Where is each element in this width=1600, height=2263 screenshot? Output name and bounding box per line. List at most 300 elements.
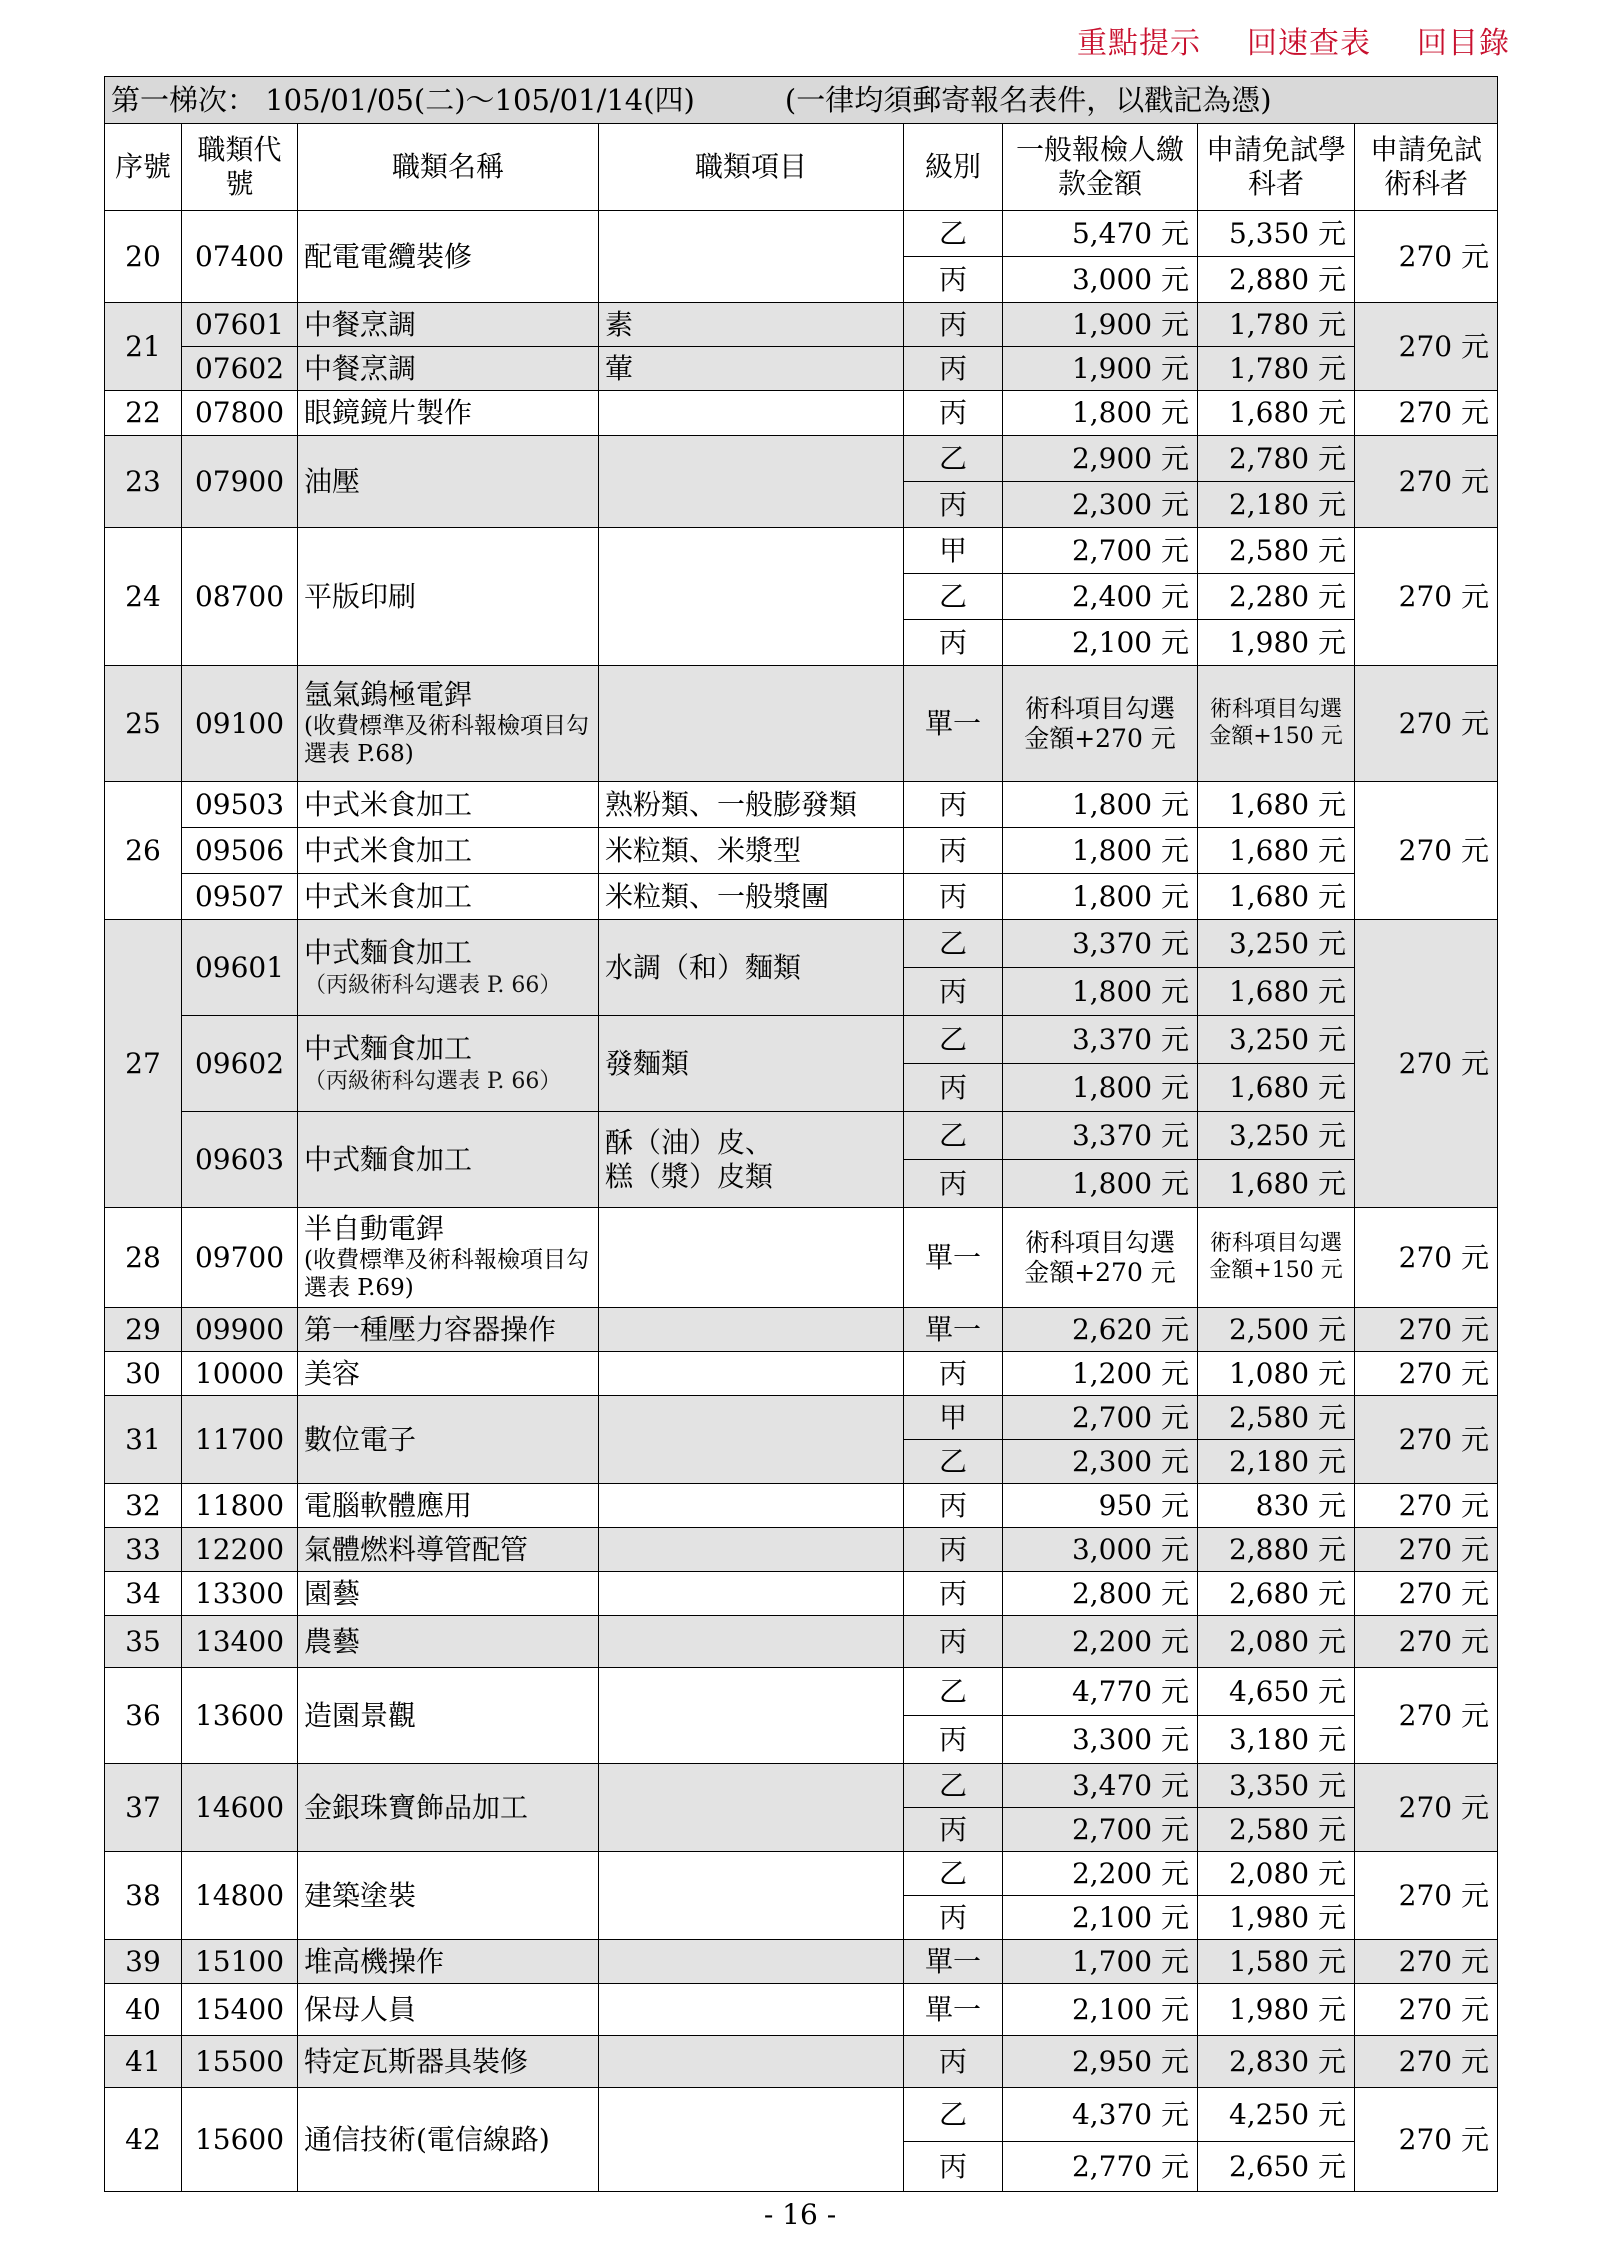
row-level: 丙 [904,1160,1003,1208]
row-fee-no-written: 3,250 元 [1198,1016,1355,1064]
row-name: 中式麵食加工 [298,1112,599,1208]
row-code: 09506 [182,828,298,874]
row-name-text: 半自動電銲 [304,1211,445,1245]
row-level: 乙 [904,920,1003,968]
table-row [105,1528,1498,1572]
row-fee-no-practical: 270 元 [1355,436,1498,528]
row-fee-no-written: 1,980 元 [1198,1984,1355,2036]
row-name: 中餐烹調 [298,347,599,391]
row-code: 07800 [182,391,298,436]
row-item: 米粒類、米漿型 [599,828,904,874]
row-fee-general: 3,370 元 [1003,920,1198,968]
row-fee-no-practical: 270 元 [1355,391,1498,436]
header-name: 職類名稱 [298,124,599,211]
mail-notice: (一律均須郵寄報名表件，以戳記為憑) [784,82,1272,117]
row-code: 11800 [182,1484,298,1528]
row-fee-general: 2,300 元 [1003,482,1198,528]
row-item [599,1572,904,1616]
row-fee-general: 2,900 元 [1003,436,1198,482]
row-name-note: (收費標準及術科報檢項目勾選表 P.68) [304,712,589,768]
row-fee-no-written: 1,680 元 [1198,828,1355,874]
header-fee-general: 一般報檢人繳款金額 [1003,124,1198,211]
row-fee-no-practical: 270 元 [1355,1616,1498,1668]
row-item [599,391,904,436]
row-fee-no-written: 1,080 元 [1198,1352,1355,1396]
row-name: 中式米食加工 [298,782,599,828]
row-level: 乙 [904,1852,1003,1896]
table-row [105,1984,1498,2036]
row-no: 23 [105,436,182,528]
row-name: 中式米食加工 [298,828,599,874]
fee-table [104,76,1498,2192]
row-fee-no-written: 1,680 元 [1198,782,1355,828]
row-name: 中式米食加工 [298,874,599,920]
row-no: 42 [105,2088,182,2192]
row-name: 特定瓦斯器具裝修 [298,2036,599,2088]
row-fee-general: 1,200 元 [1003,1352,1198,1396]
table-row [105,436,1498,482]
table-row [105,1308,1498,1352]
row-level: 乙 [904,211,1003,257]
table-row [105,303,1498,347]
row-level: 單一 [904,666,1003,782]
row-item-line1: 酥（油）皮、 [605,1125,774,1159]
row-item: 葷 [599,347,904,391]
row-fee-general: 2,800 元 [1003,1572,1198,1616]
row-no: 20 [105,211,182,303]
row-fee-no-practical: 270 元 [1355,782,1498,920]
row-no: 32 [105,1484,182,1528]
row-name: 農藝 [298,1616,599,1668]
row-fee-no-practical: 270 元 [1355,211,1498,303]
row-level: 單一 [904,1308,1003,1352]
row-fee-general: 2,700 元 [1003,528,1198,574]
row-no: 28 [105,1208,182,1308]
row-fee-no-written: 2,280 元 [1198,574,1355,620]
row-code: 09602 [182,1016,298,1112]
row-name: 氣體燃料導管配管 [298,1528,599,1572]
session-banner [105,77,1498,124]
row-fee-no-practical: 270 元 [1355,1528,1498,1572]
row-name: 中餐烹調 [298,303,599,347]
row-name-note: （丙級術科勾選表 P. 66） [304,1069,562,1095]
table-row [105,782,1498,828]
row-no: 29 [105,1308,182,1352]
table-row [105,347,1498,391]
row-fee-general: 3,000 元 [1003,257,1198,303]
header-code: 職類代號 [182,124,298,211]
row-no: 27 [105,920,182,1208]
row-level: 乙 [904,2088,1003,2142]
row-fee-no-practical: 270 元 [1355,1984,1498,2036]
row-fee-no-written: 1,780 元 [1198,303,1355,347]
row-fee-no-written: 1,680 元 [1198,968,1355,1016]
row-no: 21 [105,303,182,391]
row-no: 38 [105,1852,182,1940]
row-item [599,528,904,666]
row-level: 乙 [904,1764,1003,1808]
session-dates: 第一梯次： 105/01/05(二)～105/01/14(四) [111,82,695,117]
table-row [105,1616,1498,1668]
row-name: 第一種壓力容器操作 [298,1308,599,1352]
row-fee-general: 5,470 元 [1003,211,1198,257]
row-fee-no-written [1198,1208,1355,1308]
row-code: 07602 [182,347,298,391]
row-fee-no-written: 4,250 元 [1198,2088,1355,2142]
header-item: 職類項目 [599,124,904,211]
row-level: 甲 [904,528,1003,574]
row-no: 22 [105,391,182,436]
row-fee-no-practical: 270 元 [1355,1764,1498,1852]
row-fee-general: 2,300 元 [1003,1440,1198,1484]
table-row [105,391,1498,436]
fee-note-line1: 術科項目勾選 [1209,697,1342,723]
row-fee-general: 2,200 元 [1003,1852,1198,1896]
row-no: 26 [105,782,182,920]
table-row [105,1572,1498,1616]
row-fee-general: 1,800 元 [1003,1160,1198,1208]
table-row [105,666,1498,782]
row-fee-general: 2,700 元 [1003,1396,1198,1440]
row-name-note: (收費標準及術科報檢項目勾選表 P.69) [304,1246,589,1302]
row-fee-no-practical: 270 元 [1355,1352,1498,1396]
row-no: 41 [105,2036,182,2088]
row-level: 丙 [904,391,1003,436]
row-level: 乙 [904,1668,1003,1716]
key-points-link[interactable]: 重點提示 [1077,26,1201,61]
row-fee-no-written: 2,080 元 [1198,1616,1355,1668]
row-no: 37 [105,1764,182,1852]
row-fee-no-written: 2,580 元 [1198,1396,1355,1440]
row-no: 30 [105,1352,182,1396]
row-fee-general: 2,100 元 [1003,620,1198,666]
row-fee-general: 4,370 元 [1003,2088,1198,2142]
row-name-text: 氬氣鎢極電銲 [304,677,473,711]
row-fee-no-written: 1,680 元 [1198,874,1355,920]
row-no: 35 [105,1616,182,1668]
row-fee-no-written: 5,350 元 [1198,211,1355,257]
row-code: 09603 [182,1112,298,1208]
row-name: 金銀珠寶飾品加工 [298,1764,599,1852]
row-item [599,1308,904,1352]
row-level: 乙 [904,1440,1003,1484]
row-fee-general: 1,800 元 [1003,968,1198,1016]
row-name: 電腦軟體應用 [298,1484,599,1528]
row-item [599,1528,904,1572]
row-name: 油壓 [298,436,599,528]
row-fee-general: 950 元 [1003,1484,1198,1528]
row-level: 丙 [904,1616,1003,1668]
row-fee-general: 3,370 元 [1003,1016,1198,1064]
row-fee-no-written: 1,780 元 [1198,347,1355,391]
fee-note-line2: 金額+270 元 [1024,723,1176,753]
row-fee-no-written: 3,180 元 [1198,1716,1355,1764]
row-item [599,666,904,782]
row-item: 素 [599,303,904,347]
row-code: 15600 [182,2088,298,2192]
row-level: 丙 [904,2036,1003,2088]
row-fee-general: 2,620 元 [1003,1308,1198,1352]
row-fee-no-written: 1,680 元 [1198,391,1355,436]
row-fee-no-practical: 270 元 [1355,1852,1498,1940]
row-level: 甲 [904,1396,1003,1440]
row-level: 單一 [904,1940,1003,1984]
row-name [298,1208,599,1308]
header-fee-no-practical: 申請免試術科者 [1355,124,1498,211]
row-name-note: （丙級術科勾選表 P. 66） [304,973,562,999]
table-header [105,124,1498,211]
row-name: 平版印刷 [298,528,599,666]
row-item [599,1940,904,1984]
row-name: 數位電子 [298,1396,599,1484]
table-row [105,1208,1498,1308]
row-level: 丙 [904,968,1003,1016]
row-code: 10000 [182,1352,298,1396]
row-fee-no-practical: 270 元 [1355,1308,1498,1352]
row-no: 31 [105,1396,182,1484]
table-row [105,1940,1498,1984]
row-level: 乙 [904,1112,1003,1160]
page-number: - 16 - [763,2198,837,2231]
row-fee-general: 2,700 元 [1003,1808,1198,1852]
row-fee-general: 3,370 元 [1003,1112,1198,1160]
row-level: 丙 [904,782,1003,828]
row-name: 保母人員 [298,1984,599,2036]
table-row [105,1764,1498,1808]
row-fee-no-written: 2,180 元 [1198,482,1355,528]
row-name: 美容 [298,1352,599,1396]
row-fee-no-practical: 270 元 [1355,2036,1498,2088]
row-no: 40 [105,1984,182,2036]
row-fee-general: 3,300 元 [1003,1716,1198,1764]
row-code: 07900 [182,436,298,528]
row-level: 丙 [904,828,1003,874]
row-item [599,1616,904,1668]
row-code: 09503 [182,782,298,828]
row-fee-general: 1,800 元 [1003,874,1198,920]
row-item [599,436,904,528]
row-item [599,1396,904,1484]
row-fee-general: 2,770 元 [1003,2142,1198,2192]
row-fee-no-practical: 270 元 [1355,1484,1498,1528]
row-name: 眼鏡鏡片製作 [298,391,599,436]
row-name: 造園景觀 [298,1668,599,1764]
row-fee-no-practical: 270 元 [1355,2088,1498,2192]
row-level: 乙 [904,1016,1003,1064]
row-level: 丙 [904,874,1003,920]
row-fee-no-written: 2,880 元 [1198,257,1355,303]
row-item: 米粒類、一般漿團 [599,874,904,920]
row-fee-no-practical: 270 元 [1355,1572,1498,1616]
row-fee-no-practical: 270 元 [1355,920,1498,1208]
row-code: 12200 [182,1528,298,1572]
table-of-contents-link[interactable]: 回目錄 [1417,26,1510,61]
fee-note-line2: 金額+150 元 [1209,1257,1343,1283]
row-code: 14600 [182,1764,298,1852]
row-fee-no-practical: 270 元 [1355,1208,1498,1308]
row-code: 08700 [182,528,298,666]
row-fee-no-written: 3,250 元 [1198,1112,1355,1160]
row-no: 34 [105,1572,182,1616]
top-nav [1077,18,1510,62]
row-item [599,1984,904,2036]
fee-note-line1: 術科項目勾選 [1024,1227,1175,1257]
row-fee-no-practical: 270 元 [1355,1396,1498,1484]
row-code: 13300 [182,1572,298,1616]
row-level: 丙 [904,2142,1003,2192]
row-fee-no-practical: 270 元 [1355,528,1498,666]
row-code: 09601 [182,920,298,1016]
row-fee-no-written: 1,680 元 [1198,1160,1355,1208]
header-fee-no-written: 申請免試學科者 [1198,124,1355,211]
row-level: 乙 [904,574,1003,620]
row-code: 15100 [182,1940,298,1984]
row-name-text: 中式麵食加工 [304,935,473,969]
row-fee-no-written [1198,666,1355,782]
row-code: 14800 [182,1852,298,1940]
row-name-text: 中式麵食加工 [304,1031,473,1065]
row-fee-no-written: 2,830 元 [1198,2036,1355,2088]
row-level: 丙 [904,1572,1003,1616]
row-fee-no-written: 3,350 元 [1198,1764,1355,1808]
row-code: 13400 [182,1616,298,1668]
table-row [105,1668,1498,1716]
table-row [105,1484,1498,1528]
row-level: 乙 [904,436,1003,482]
header-level: 級別 [904,124,1003,211]
row-item [599,1852,904,1940]
row-name [298,1016,599,1112]
row-fee-general: 1,700 元 [1003,1940,1198,1984]
row-level: 丙 [904,347,1003,391]
row-item: 熟粉類、一般膨發類 [599,782,904,828]
row-fee-no-written: 2,680 元 [1198,1572,1355,1616]
row-code: 07601 [182,303,298,347]
row-fee-no-written: 2,500 元 [1198,1308,1355,1352]
row-item [599,1112,904,1208]
row-item [599,1764,904,1852]
row-fee-no-written: 1,580 元 [1198,1940,1355,1984]
row-fee-general: 3,470 元 [1003,1764,1198,1808]
row-code: 15500 [182,2036,298,2088]
row-fee-no-written: 2,180 元 [1198,1440,1355,1484]
row-fee-general: 4,770 元 [1003,1668,1198,1716]
table-row [105,2088,1498,2142]
row-level: 丙 [904,620,1003,666]
row-level: 丙 [904,1808,1003,1852]
row-fee-no-written: 2,650 元 [1198,2142,1355,2192]
row-fee-general: 1,800 元 [1003,782,1198,828]
row-level: 丙 [904,1484,1003,1528]
row-fee-no-written: 3,250 元 [1198,920,1355,968]
row-item [599,1484,904,1528]
row-item [599,1668,904,1764]
row-fee-general: 1,900 元 [1003,303,1198,347]
row-name: 園藝 [298,1572,599,1616]
table-row [105,1352,1498,1396]
row-fee-general: 3,000 元 [1003,1528,1198,1572]
row-code: 09700 [182,1208,298,1308]
table-row [105,1852,1498,1896]
table-row [105,211,1498,257]
fee-note-line1: 術科項目勾選 [1209,1231,1342,1257]
row-level: 單一 [904,1984,1003,2036]
row-code: 11700 [182,1396,298,1484]
row-fee-no-written: 2,580 元 [1198,1808,1355,1852]
row-fee-no-written: 2,780 元 [1198,436,1355,482]
quick-table-link[interactable]: 回速查表 [1247,26,1371,61]
table-row [105,1016,1498,1064]
row-fee-no-written: 1,680 元 [1198,1064,1355,1112]
row-level: 單一 [904,1208,1003,1308]
row-name: 堆高機操作 [298,1940,599,1984]
row-no: 36 [105,1668,182,1764]
row-fee-general: 2,200 元 [1003,1616,1198,1668]
row-name: 建築塗裝 [298,1852,599,1940]
row-fee-no-practical: 270 元 [1355,1940,1498,1984]
row-fee-no-written: 1,980 元 [1198,1896,1355,1940]
row-fee-no-written: 4,650 元 [1198,1668,1355,1716]
row-fee-no-written: 2,880 元 [1198,1528,1355,1572]
row-fee-no-written: 2,080 元 [1198,1852,1355,1896]
row-no: 33 [105,1528,182,1572]
fee-note-line2: 金額+150 元 [1209,723,1343,749]
row-item: 水調（和）麵類 [599,920,904,1016]
row-no: 25 [105,666,182,782]
row-item [599,1352,904,1396]
row-fee-general: 1,800 元 [1003,828,1198,874]
row-no: 24 [105,528,182,666]
row-name [298,666,599,782]
row-fee-no-written: 1,980 元 [1198,620,1355,666]
row-code: 09900 [182,1308,298,1352]
fee-note-line2: 金額+270 元 [1024,1257,1176,1287]
row-no: 39 [105,1940,182,1984]
row-item [599,2088,904,2192]
table-row [105,920,1498,968]
row-level: 丙 [904,257,1003,303]
row-level: 丙 [904,1528,1003,1572]
row-fee-general: 2,100 元 [1003,1984,1198,2036]
table-row [105,528,1498,574]
row-fee-no-practical: 270 元 [1355,1668,1498,1764]
row-code: 09100 [182,666,298,782]
row-fee-general [1003,666,1198,782]
row-name [298,920,599,1016]
row-fee-no-practical: 270 元 [1355,303,1498,391]
row-item: 發麵類 [599,1016,904,1112]
row-item-line2: 糕（漿）皮類 [605,1159,774,1193]
row-level: 丙 [904,1352,1003,1396]
row-fee-general: 2,100 元 [1003,1896,1198,1940]
row-code: 13600 [182,1668,298,1764]
row-fee-no-written: 2,580 元 [1198,528,1355,574]
row-level: 丙 [904,303,1003,347]
row-level: 丙 [904,1896,1003,1940]
row-name: 配電電纜裝修 [298,211,599,303]
row-level: 丙 [904,1064,1003,1112]
row-code: 07400 [182,211,298,303]
row-name: 通信技術(電信線路) [298,2088,599,2192]
row-code: 09507 [182,874,298,920]
table-row [105,1112,1498,1160]
row-fee-no-practical: 270 元 [1355,666,1498,782]
table-row [105,874,1498,920]
row-fee-general: 2,400 元 [1003,574,1198,620]
fee-note-line1: 術科項目勾選 [1024,693,1175,723]
table-row [105,1396,1498,1440]
row-level: 丙 [904,482,1003,528]
